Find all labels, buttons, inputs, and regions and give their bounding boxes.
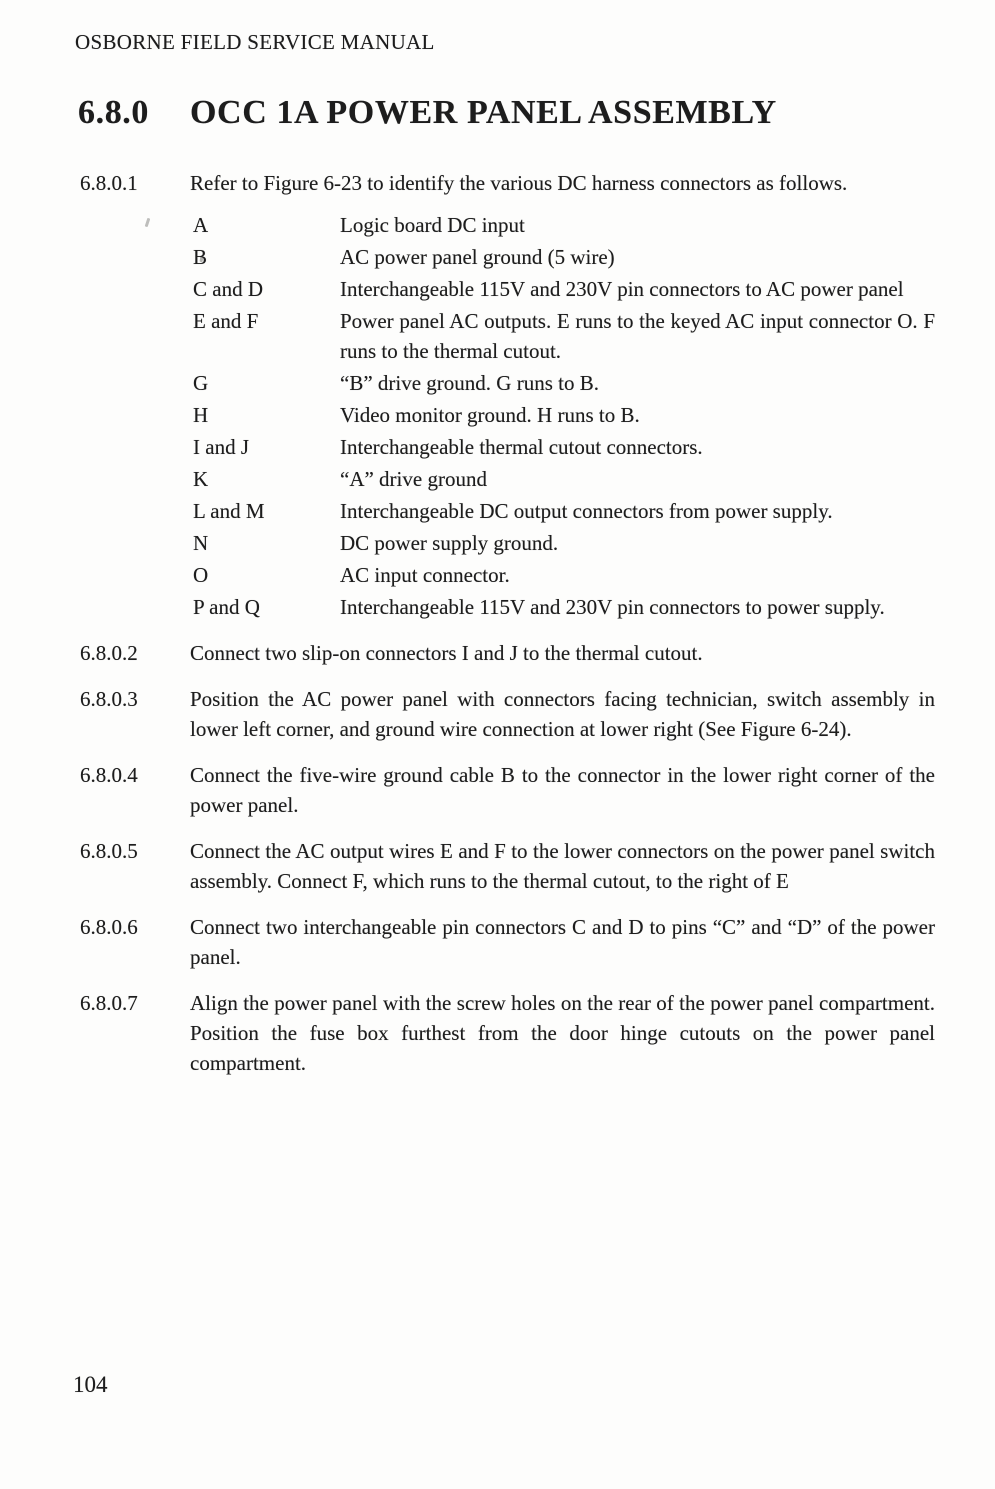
connector-row — [193, 400, 935, 430]
instruction-section — [80, 988, 935, 1078]
connector-description: Interchangeable 115V and 230V pin connectors to power supply. — [340, 595, 885, 619]
connector-description: Logic board DC input — [340, 213, 525, 237]
connector-description: Interchangeable 115V and 230V pin connectors to AC power panel — [340, 277, 904, 301]
connector-label: H — [193, 403, 209, 427]
section-text: Connect two interchangeable pin connectors C and D to pins “C” and “D” of the power panel. — [190, 915, 935, 969]
connector-row — [193, 368, 935, 398]
section-number: 6.8.0.4 — [80, 763, 138, 787]
section-number: 6.8.0.1 — [80, 171, 138, 195]
connector-label: N — [193, 531, 209, 555]
section-number: 6.8.0.5 — [80, 839, 138, 863]
connector-row — [193, 432, 935, 462]
section-text: Connect two slip-on connectors I and J to the thermal cutout. — [190, 641, 703, 665]
connector-row — [193, 210, 935, 240]
connector-label: B — [193, 245, 208, 269]
section-title — [78, 94, 777, 132]
connector-label: G — [193, 371, 209, 395]
instruction-sections — [80, 638, 935, 1078]
connector-label: K — [193, 467, 209, 491]
connector-label: L and M — [193, 499, 265, 523]
connector-description: DC power supply ground. — [340, 531, 559, 555]
connector-row — [193, 528, 935, 558]
section-text: Position the AC power panel with connectors facing technician, switch assembly in lower left corner, and ground wire connection at lower right (See Figure 6-24). — [190, 687, 935, 741]
connector-list — [193, 210, 935, 622]
connector-description: AC input connector. — [340, 563, 510, 587]
connector-description: Interchangeable DC output connectors from power supply. — [340, 499, 833, 523]
section-number: 6.8.0.3 — [80, 687, 138, 711]
section-number: 6.8.0.2 — [80, 641, 138, 665]
connector-description: “B” drive ground. G runs to B. — [340, 371, 599, 395]
page-content — [80, 168, 935, 1094]
connector-description: Power panel AC outputs. E runs to the keyed AC input connector O. F runs to the thermal cutout. — [340, 309, 935, 363]
connector-row — [193, 560, 935, 590]
section-number: 6.8.0.7 — [80, 991, 138, 1015]
running-header: OSBORNE FIELD SERVICE MANUAL — [75, 30, 435, 54]
connector-description: AC power panel ground (5 wire) — [340, 245, 615, 269]
connector-row — [193, 592, 935, 622]
connector-row — [193, 306, 935, 366]
section-title-text: OCC 1A POWER PANEL ASSEMBLY — [190, 94, 777, 131]
page-number: 104 — [73, 1372, 108, 1397]
connector-row — [193, 496, 935, 526]
section-title-number: 6.8.0 — [78, 94, 149, 131]
section-number: 6.8.0.6 — [80, 915, 138, 939]
connector-label: O — [193, 563, 209, 587]
connector-label: E and F — [193, 309, 259, 333]
instruction-section — [80, 836, 935, 896]
section-text: Refer to Figure 6-23 to identify the various DC harness connectors as follows. — [190, 171, 848, 195]
connector-description: “A” drive ground — [340, 467, 487, 491]
section-text: Connect the AC output wires E and F to the lower connectors on the power panel switch assembly. Connect F, which runs to the thermal cutout, to the right of E — [190, 839, 935, 893]
connector-row — [193, 274, 935, 304]
connector-row — [193, 464, 935, 494]
connector-row — [193, 242, 935, 272]
section-6-8-0-1 — [80, 168, 935, 198]
instruction-section — [80, 760, 935, 820]
connector-description: Interchangeable thermal cutout connectors. — [340, 435, 703, 459]
instruction-section — [80, 638, 935, 668]
connector-label: I and J — [193, 435, 249, 459]
connector-description: Video monitor ground. H runs to B. — [340, 403, 640, 427]
section-text: Align the power panel with the screw holes on the rear of the power panel compartment. Position the fuse box furthest from the door hinge cutouts on the power panel compartment. — [190, 991, 935, 1075]
connector-label: C and D — [193, 277, 263, 301]
section-text: Connect the five-wire ground cable B to the connector in the lower right corner of the power panel. — [190, 763, 935, 817]
instruction-section — [80, 912, 935, 972]
connector-label: P and Q — [193, 595, 260, 619]
connector-label: A — [193, 213, 209, 237]
instruction-section — [80, 684, 935, 744]
